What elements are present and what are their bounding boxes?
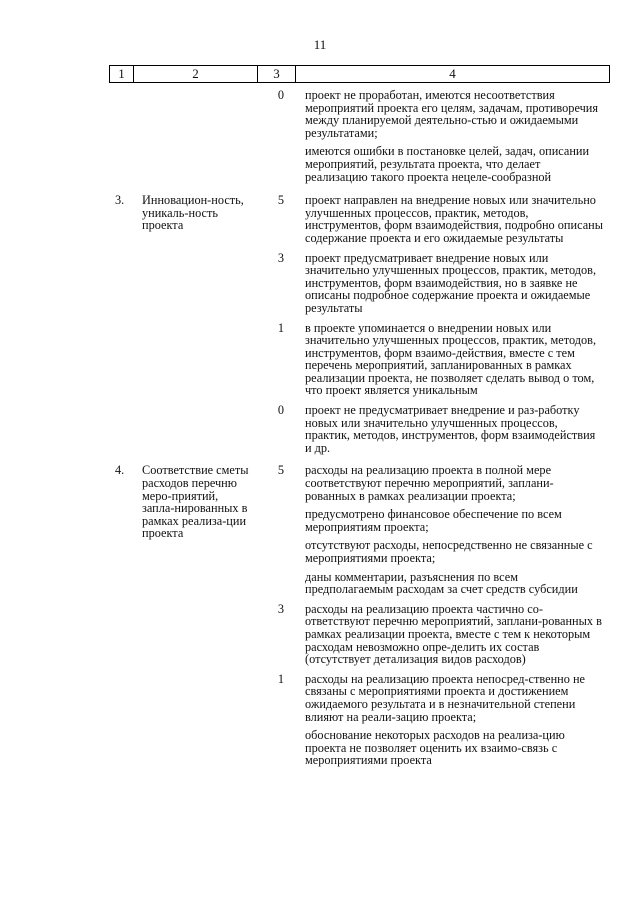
score-descriptions xyxy=(305,89,603,183)
score-description: проект направлен на внедрение новых или значительно улучшенных процессов, практик, методов, инструментов, форм взаимодействия, подробно описаны содержание проекта и его ожидаемые результаты xyxy=(305,193,603,245)
criterion-row xyxy=(109,464,610,766)
score-value: 1 xyxy=(277,320,285,335)
score-value: 1 xyxy=(277,671,285,686)
score-block xyxy=(109,603,610,666)
table-header-row xyxy=(109,65,610,83)
header-cell-1: 1 xyxy=(110,66,134,82)
header-cell-3: 3 xyxy=(258,66,296,82)
score-description: проект предусматривает внедрение новых или значительно улучшенных процессов, практик, методов, инструментов, форм взаимодействия, но в заявке не описаны подробное содержание проекта и ожидаемые результаты xyxy=(305,250,597,315)
score-value: 5 xyxy=(277,193,285,208)
score-description: проект не предусматривает внедрение и раз-работку новых или значительно улучшенных процессов, практик, методов, инструментов, форм взаимодействия и др. xyxy=(305,403,596,455)
score-block xyxy=(109,252,610,315)
criterion-number: 4. xyxy=(115,463,125,478)
score-block xyxy=(109,404,610,454)
score-description: расходы на реализацию проекта непосред-ственно не связаны с мероприятиями проекта и достижением ожидаемого результата и в незначительной степени влияют на реали-зацию проекта; xyxy=(305,671,585,724)
score-description: проект не проработан, имеются несоответствия мероприятий проекта его целям, задачам, противоречия между планируемой деятельно-стью и ожидаемыми результатами; xyxy=(305,88,599,140)
score-description: отсутствуют расходы, непосредственно не связанные с мероприятиями проекта; xyxy=(305,538,593,565)
score-value: 5 xyxy=(277,463,285,478)
score-descriptions xyxy=(305,404,603,454)
score-value: 0 xyxy=(277,403,285,418)
score-value: 0 xyxy=(277,88,285,102)
score-description: в проекте упоминается о внедрении новых или значительно улучшенных процессов, практик, методов, инструментов, форм взаимо-действия, вместе с тем перечень мероприятий, запланированных в рамках реализации проекта, не позволяет сделать вывод о том, что проект является уникальным xyxy=(305,320,597,398)
score-descriptions xyxy=(305,673,603,767)
header-cell-4: 4 xyxy=(449,66,456,81)
score-description: расходы на реализацию проекта частично со-ответствуют перечню мероприятий, заплани-рованных в рамках реализации проекта, вместе с тем к некоторым расходам невозможно опре-делить их состав (отсутствует детализация видов расходов) xyxy=(305,601,602,667)
score-block xyxy=(109,89,610,183)
criterion-name: Соответствие сметы расходов перечню меро-приятий, запла-нированных в рамках реализа-ции проекта xyxy=(142,463,249,541)
score-block xyxy=(109,673,610,767)
score-descriptions xyxy=(305,464,603,595)
criteria-table-body xyxy=(109,89,610,767)
page-number: 11 xyxy=(313,37,327,52)
score-description: имеются ошибки в постановке целей, задач, описании мероприятий, результата проекта, что делает реализацию такого проекта нецеле-сообразной xyxy=(305,144,590,184)
score-descriptions xyxy=(305,603,603,666)
score-value: 3 xyxy=(277,601,285,616)
score-description: расходы на реализацию проекта в полной мере соответствуют перечню мероприятий, заплани-рованных в рамках реализации проекта; xyxy=(305,463,554,503)
header-cell-2: 2 xyxy=(134,66,258,82)
score-block xyxy=(109,194,610,244)
score-descriptions xyxy=(305,252,603,315)
score-description: предусмотрено финансовое обеспечение по всем мероприятиям проекта; xyxy=(305,507,562,534)
score-value: 3 xyxy=(277,250,285,265)
score-description: обоснование некоторых расходов на реализа-цию проекта не позволяет оценить их взаимо-связь с мероприятиями проекта xyxy=(305,728,565,768)
score-descriptions xyxy=(305,194,603,244)
criterion-row xyxy=(109,194,610,454)
criterion-number: 3. xyxy=(115,193,125,208)
score-descriptions xyxy=(305,322,603,398)
criterion-name: Инновацион-ность, уникаль-ность проекта xyxy=(142,193,244,233)
score-description: даны комментарии, разъяснения по всем предполагаемым расходам за счет средств субсидии xyxy=(305,569,578,597)
score-block xyxy=(109,322,610,398)
criterion-row xyxy=(109,89,610,183)
score-block xyxy=(109,464,610,595)
